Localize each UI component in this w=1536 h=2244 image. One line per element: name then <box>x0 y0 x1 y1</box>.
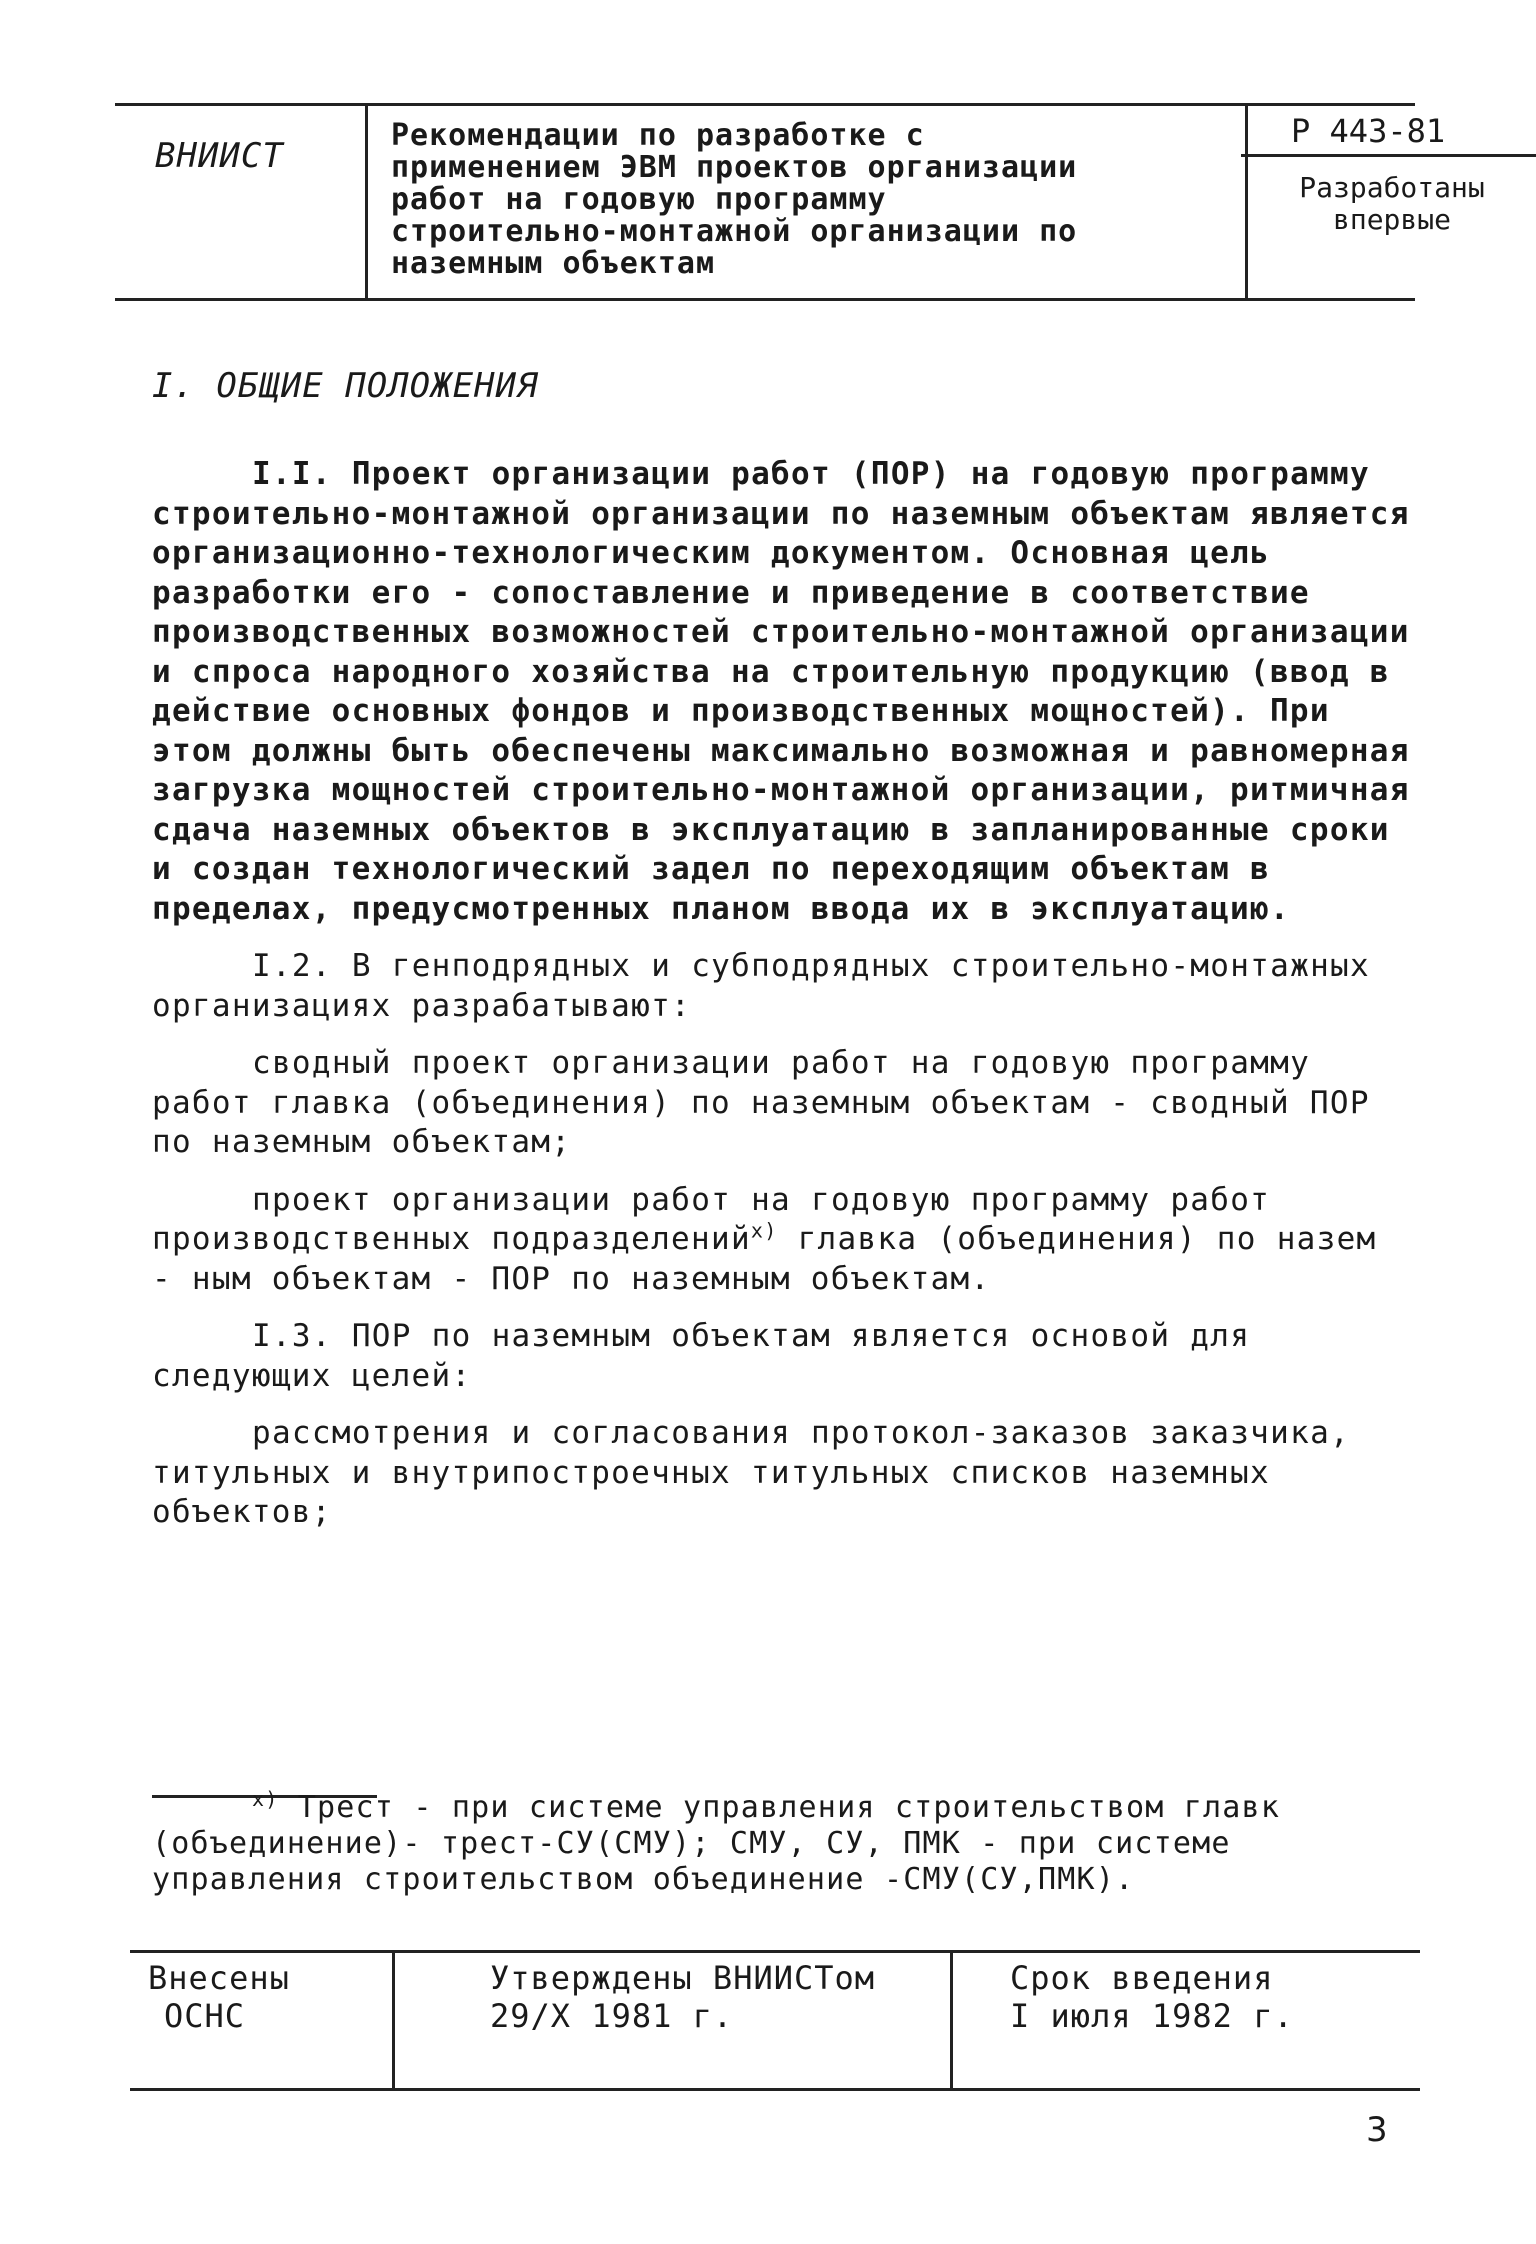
paragraph-1-2-b <box>152 1181 1412 1300</box>
effective-value: I июля 1982 г. <box>1010 1997 1294 2035</box>
effective-cell <box>950 1953 1420 2088</box>
footnote-mark: x) <box>252 1787 279 1811</box>
document-title: Рекомендации по разработке с применением ЭВМ проектов организации работ на годовую программу строительно-монтажной организации по наземным объектам <box>391 118 1078 281</box>
document-header <box>115 103 1485 301</box>
submitted-cell <box>130 1953 395 2088</box>
paragraph-1-3-a: рассмотрения и согласования протокол-заказов заказчика, титульных и внутрипостроечных титульных списков наземных объектов; <box>152 1415 1350 1530</box>
approved-cell <box>392 1953 953 2088</box>
document-status <box>1257 172 1527 236</box>
paragraph-1-2-b-start: проект организации работ на годовую программу работ производственных подразделений <box>152 1181 1271 1257</box>
status-line-2: впервые <box>1332 203 1451 236</box>
footnote-reference: x) <box>750 1218 778 1243</box>
document-body <box>152 455 1412 1533</box>
approved-value: 29/X 1981 г. <box>490 1997 734 2035</box>
submitted-label: Внесены <box>148 1959 290 1997</box>
header-title-cell <box>365 106 1248 298</box>
footnote <box>152 1787 1412 1898</box>
paragraph-1-2: I.2. В генподрядных и субподрядных строительно-монтажных организациях разрабатывают: <box>152 948 1370 1024</box>
status-line-1: Разработаны <box>1299 171 1485 204</box>
submitted-value: ОСНС <box>164 1997 246 2035</box>
paragraph-1-1: I.I. Проект организации работ (ПОР) на годовую программу строительно-монтажной организации по наземным объектам является организационно-технологическим документом. Основная цель разработки его - сопоставление и приведение в соответствие производственных возможностей строительно-монтажной организации и спроса народного хозяйства на строительную продукцию (ввод в действие основных фондов и производственных мощностей). При этом должны быть обеспечены максимально возможная и равномерная загрузка мощностей строительно-монтажной организации, ритмичная сдача наземных объектов в эксплуатацию в запланированные сроки и создан технологический задел по переходящим объектам в пределах, предусмотренных планом ввода их в эксплуатацию. <box>152 456 1410 927</box>
section-title: I. ОБЩИЕ ПОЛОЖЕНИЯ <box>152 366 539 406</box>
page-number: 3 <box>1366 2110 1388 2150</box>
paragraph-1-2-a: сводный проект организации работ на годовую программу работ главка (объединения) по наземным объектам - сводный ПОР по наземным объектам; <box>152 1045 1370 1160</box>
header-organization-cell <box>115 106 368 298</box>
document-code: Р 443-81 <box>1241 112 1536 157</box>
approval-table <box>130 1950 1420 2091</box>
approved-label: Утверждены ВНИИСТом <box>490 1959 876 1997</box>
paragraph-1-3: I.3. ПОР по наземным объектам является основой для следующих целей: <box>152 1318 1251 1394</box>
paragraph-1-2-b-end: главка (объединения) по назем - ным объектам - ПОР по наземным объектам. <box>152 1221 1377 1297</box>
header-code-cell <box>1245 106 1485 298</box>
organization-name: ВНИИСТ <box>155 136 284 176</box>
footnote-text: Трест - при системе управления строительством главк (объединение)- трест-СУ(СМУ); СМУ, СУ, ПМК - при системе управления строительством объединение -СМУ(СУ,ПМК). <box>152 1790 1281 1897</box>
effective-label: Срок введения <box>1010 1959 1274 1997</box>
